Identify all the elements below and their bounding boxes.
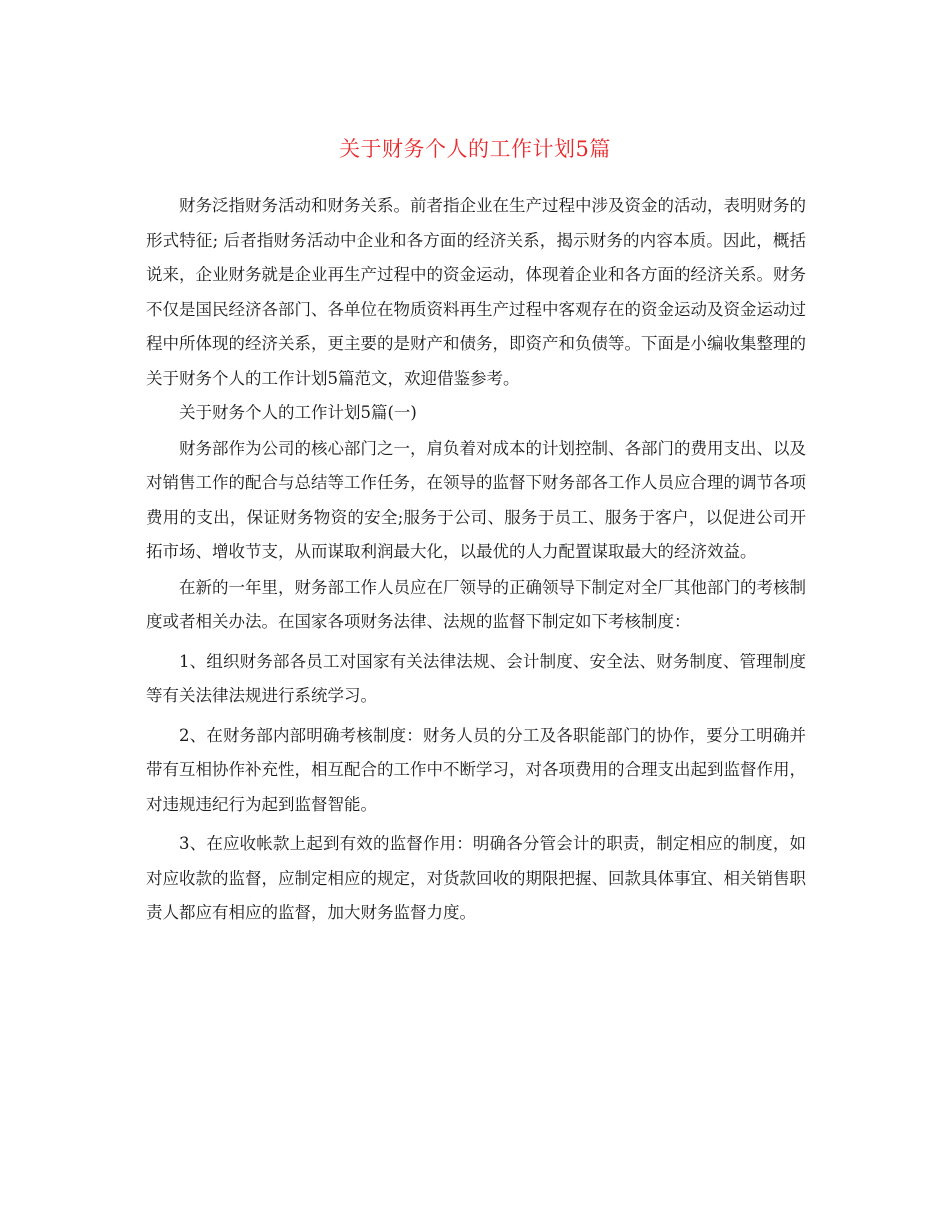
section-1-paragraph: 在新的一年里，财务部工作人员应在厂领导的正确领导下制定对全厂其他部门的考核制度或者相关办法。在国家各项财务法律、法规的监督下制定如下考核制度：: [146, 577, 806, 631]
list-item: 1、组织财务部各员工对国家有关法律法规、会计制度、安全法、财务制度、管理制度等有关法律法规进行系统学习。: [146, 651, 806, 705]
intro-paragraph: 财务泛指财务活动和财务关系。前者指企业在生产过程中涉及资金的活动，表明财务的形式特征; 后者指财务活动中企业和各方面的经济关系，揭示财务的内容本质。因此，概括说来，企业财务就是企业再生产过程中的资金运动，体现着企业和各方面的经济关系。财务不仅是国民经济各部门、各单位在物质资料再生产过程中客观存在的资金运动及资金运动过程中所体现的经济关系，更主要的是财产和债务，即资产和负债等。下面是小编收集整理的关于财务个人的工作计划5篇范文，欢迎借鉴参考。: [146, 196, 806, 388]
section-heading-1: 关于财务个人的工作计划5篇(一): [179, 403, 417, 422]
document-title: 关于财务个人的工作计划5篇: [339, 137, 611, 161]
section-1-paragraph: 财务部作为公司的核心部门之一，肩负着对成本的计划控制、各部门的费用支出、以及对销售工作的配合与总结等工作任务，在领导的监督下财务部各工作人员应合理的调节各项费用的支出，保证财务物资的安全;服务于公司、服务于员工、服务于客户，以促进公司开拓市场、增收节支，从而谋取利润最大化，以最优的人力配置谋取最大的经济效益。: [146, 438, 806, 561]
list-item: 2、在财务部内部明确考核制度：财务人员的分工及各职能部门的协作，要分工明确并带有互相协作补充性，相互配合的工作中不断学习，对各项费用的合理支出起到监督作用，对违规违纪行为起到监督智能。: [146, 725, 806, 814]
list-item: 3、在应收帐款上起到有效的监督作用：明确各分管会计的职责，制定相应的制度，如对应收款的监督，应制定相应的规定，对货款回收的期限把握、回款具体事宜、相关销售职责人都应有相应的监督，加大财务监督力度。: [146, 834, 806, 922]
document-body: [146, 189, 806, 931]
